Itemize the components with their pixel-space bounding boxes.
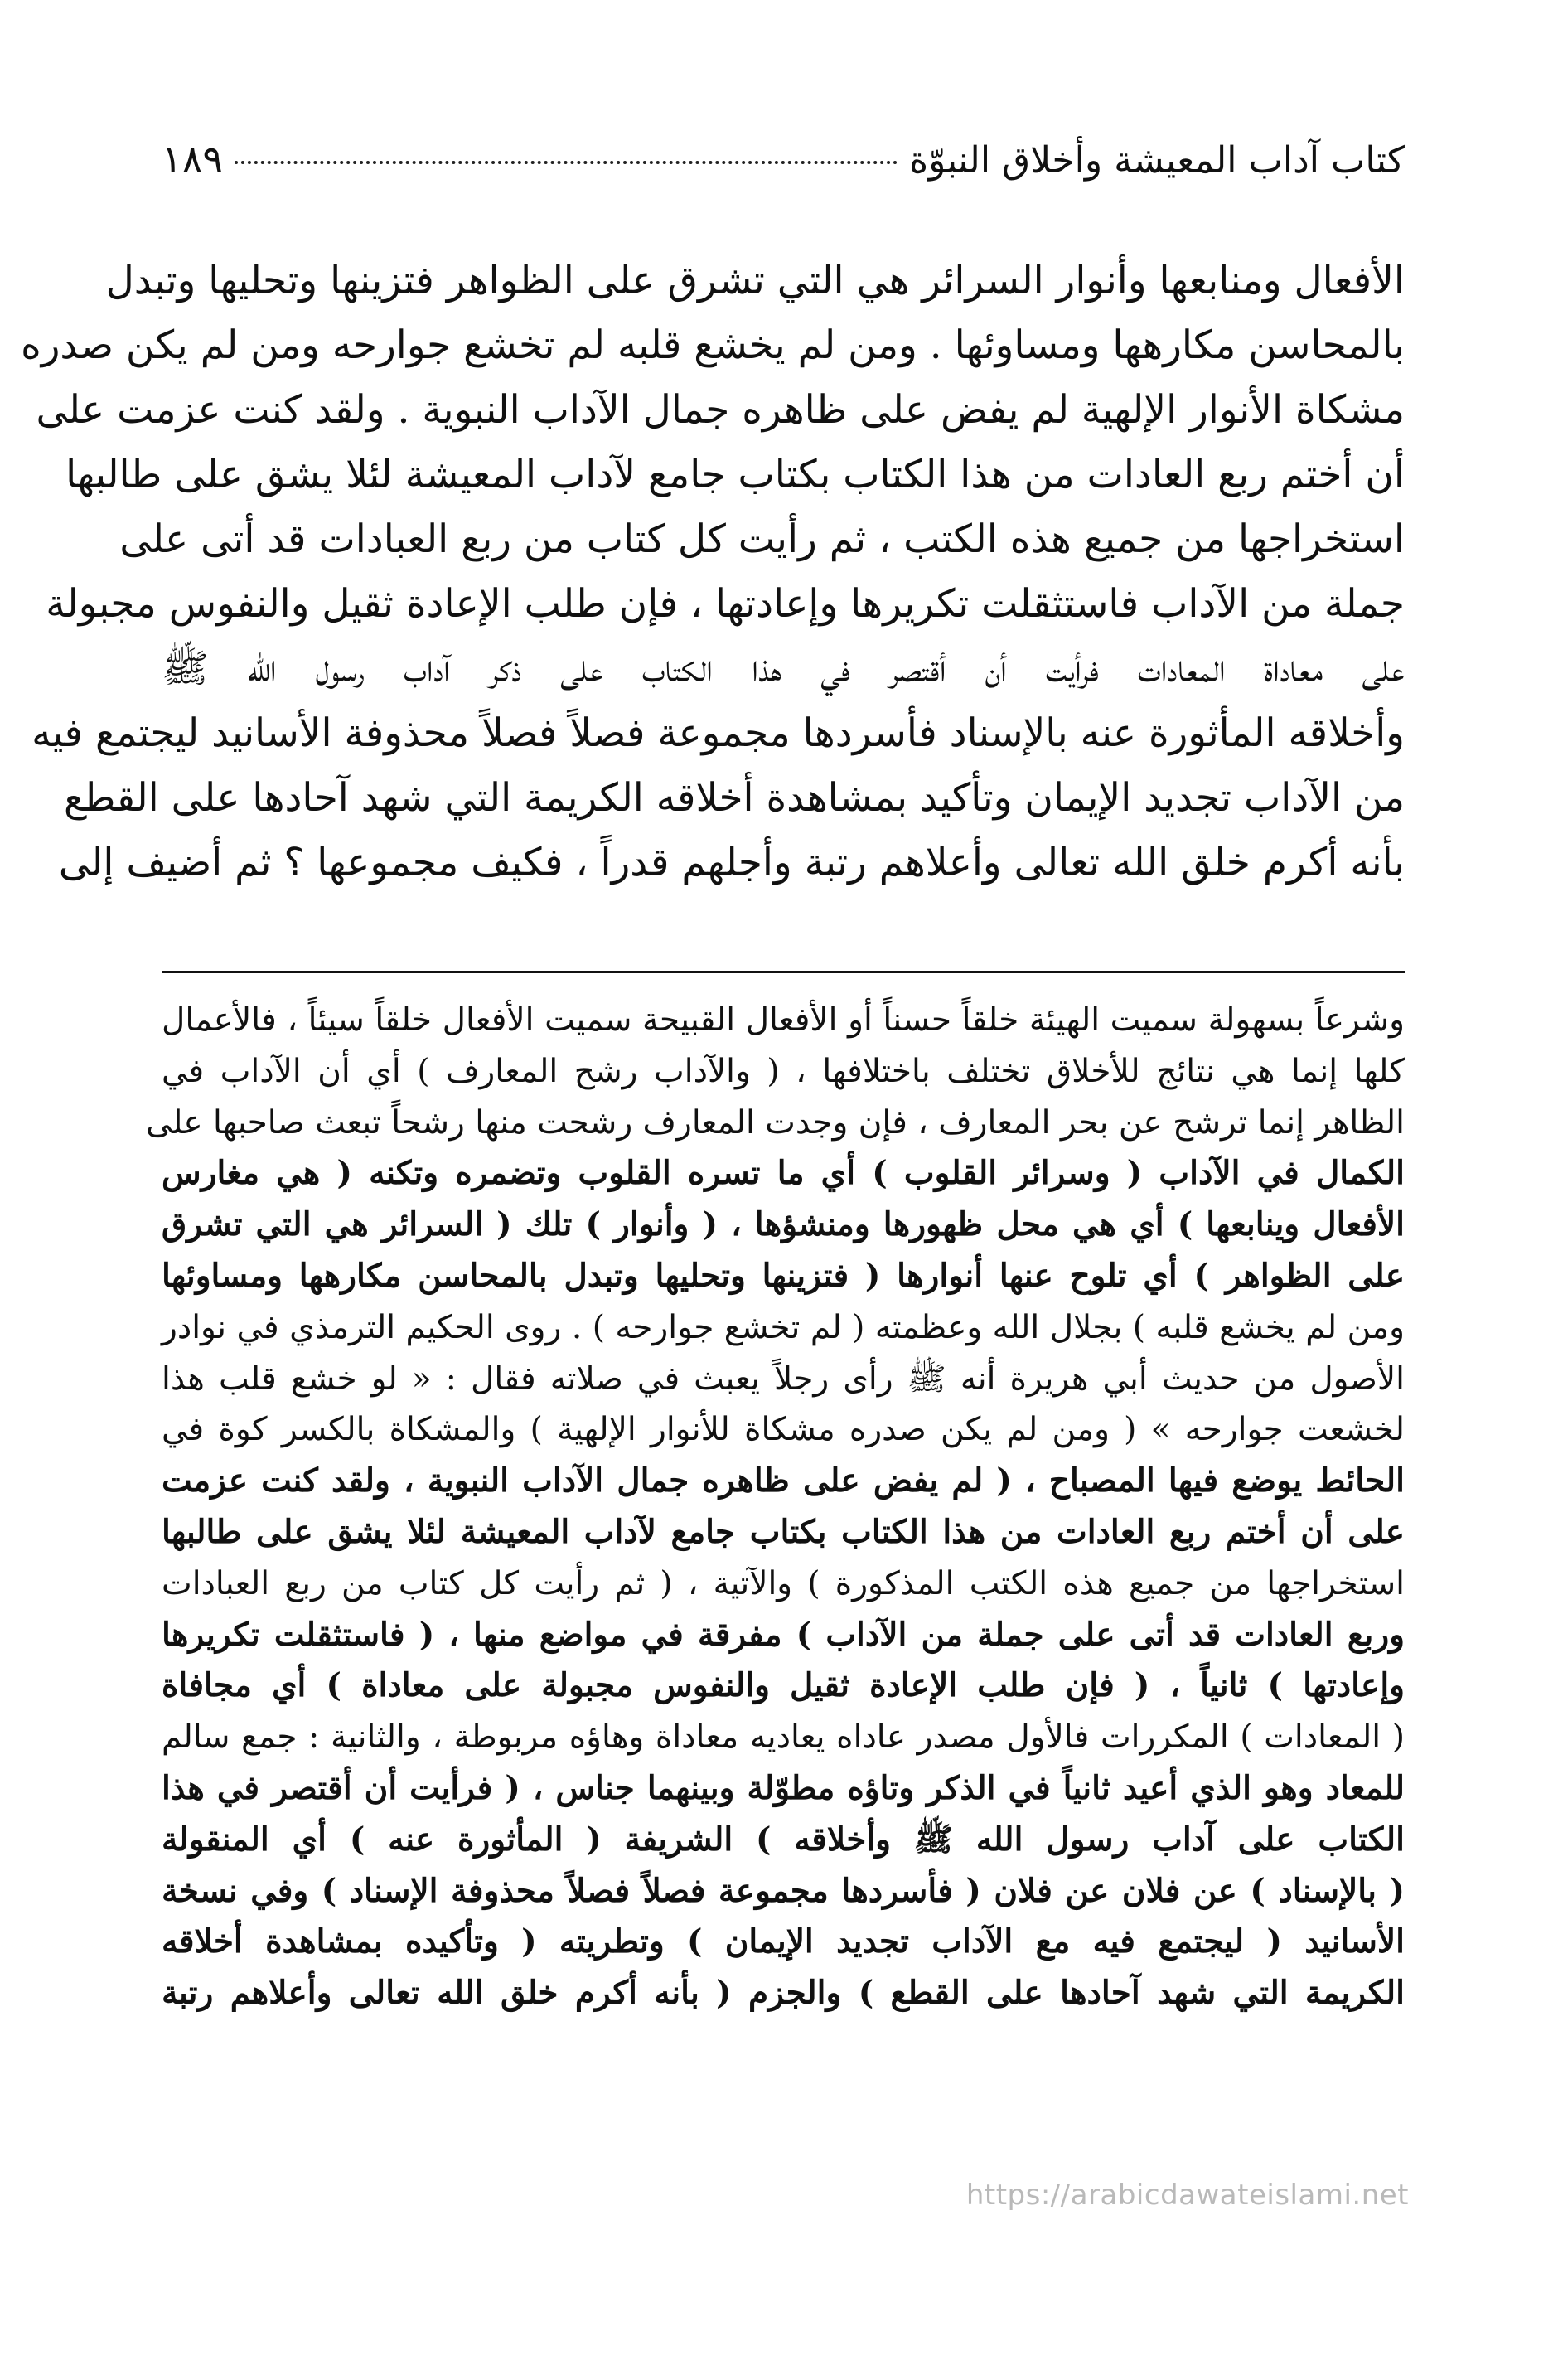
footnote-divider — [162, 971, 1405, 973]
footnote-line: الظاهر إنما ترشح عن بحر المعارف ، فإن وجدت المعارف رشحت منها رشحاً تبعث صاحبها على — [145, 1103, 1405, 1142]
main-text-line: وأخلاقه المأثورة عنه بالإسناد فأسردها مجموعة فصلاً فصلاً محذوفة الأسانيد ليجتمع فيه — [31, 710, 1405, 756]
footnote-line: ( بالإسناد ) عن فلان عن فلان ( فأسردها مجموعة فصلاً فصلاً محذوفة الإسناد ) وفي نسخة — [162, 1871, 1405, 1910]
main-body-text — [21, 249, 1405, 895]
main-text-line: بأنه أكرم خلق الله تعالى وأعلاهم رتبة وأجلهم قدراً ، فكيف مجموعها ؟ ثم أضيف إلى — [58, 840, 1405, 885]
footnote-line: ( المعادات ) المكررات فالأول مصدر عاداه يعاديه معاداة وهاؤه مربوطة ، والثانية : جمع سالم — [162, 1718, 1405, 1757]
footnote-line: كلها إنما هي نتائج للأخلاق تختلف باختلافها ، ( والآداب رشح المعارف ) أي أن الآداب في — [162, 1052, 1405, 1090]
commentary-footnote — [145, 995, 1405, 2019]
main-text-line: من الآداب تجديد الإيمان وتأكيد بمشاهدة أخلاقه الكريمة التي شهد آحادها على القطع — [64, 775, 1405, 821]
footnote-line: الأسانيد ( ليجتمع فيه مع الآداب تجديد الإيمان ) وتطريته ( وتأكيده بمشاهدة أخلاقه — [162, 1922, 1405, 1961]
main-text-line: أن أختم ربع العادات من هذا الكتاب بكتاب جامع لآداب المعيشة لئلا يشق على طالبها — [65, 452, 1405, 497]
footnote-line: وشرعاً بسهولة سميت الهيئة خلقاً حسناً أو الأفعال القبيحة سميت الأفعال خلقاً سيئاً ، فالأعمال — [162, 1001, 1405, 1039]
website-watermark: https://arabicdawateislami.net — [965, 2179, 1409, 2212]
main-text-line: استخراجها من جميع هذه الكتب ، ثم رأيت كل كتاب من ربع العبادات قد أتى على — [119, 516, 1405, 562]
main-text-line: مشكاة الأنوار الإلهية لم يفض على ظاهره جمال الآداب النبوية . ولقد كنت عزمت على — [36, 387, 1405, 433]
footnote-line: الأفعال وينابعها ) أي هي محل ظهورها ومنشؤها ، ( وأنوار ) تلك ( السرائر هي التي تشرق — [162, 1205, 1405, 1244]
page-number: ١٨٩ — [162, 137, 224, 182]
footnote-line: على الظواهر ) أي تلوح عنها أنوارها ( فتزينها وتحليها وتبدل بالمحاسن مكارهها ومساوئها — [162, 1256, 1405, 1295]
footnote-line: على أن أختم ربع العادات من هذا الكتاب بكتاب جامع لآداب المعيشة لئلا يشق على طالبها — [162, 1512, 1405, 1551]
main-text-line: الأفعال ومنابعها وأنوار السرائر هي التي تشرق على الظواهر فتزينها وتحليها وتبدل — [105, 258, 1405, 303]
footnote-line: الكمال في الآداب ( وسرائر القلوب ) أي ما تسره القلوب وتضمره وتكنه ( هي مغارس — [162, 1154, 1405, 1193]
footnote-line: الكتاب على آداب رسول الله ﷺ وأخلاقه ) الشريفة ( المأثورة عنه ) أي المنقولة — [162, 1820, 1405, 1859]
footnote-line: الأصول من حديث أبي هريرة أنه ﷺ رأى رجلاً يعبث في صلاته فقال : « لو خشع قلب هذا — [162, 1360, 1405, 1398]
main-text-line: بالمحاسن مكارهها ومساوئها . ومن لم يخشع قلبه لم تخشع جوارحه ومن لم يكن صدره — [21, 322, 1405, 368]
header-title: كتاب آداب المعيشة وأخلاق النبوّة — [909, 139, 1405, 182]
footnote-line: وإعادتها ) ثانياً ، ( فإن طلب الإعادة ثقيل والنفوس مجبولة على معاداة ) أي مجافاة — [162, 1666, 1405, 1705]
footnote-line: ومن لم يخشع قلبه ) بجلال الله وعظمته ( لم تخشع جوارحه ) . روى الحكيم الترمذي في نوادر — [162, 1308, 1405, 1346]
footnote-line: الحائط يوضع فيها المصباح ، ( لم يفض على ظاهره جمال الآداب النبوية ، ولقد كنت عزمت — [162, 1461, 1405, 1500]
running-header — [162, 137, 1405, 195]
footnote-line: للمعاد وهو الذي أعيد ثانياً في الذكر وتاؤه مطوّلة وبينهما جناس ، ( فرأيت أن أقتصر في هذا — [162, 1768, 1405, 1807]
main-text-line: جملة من الآداب فاستثقلت تكريرها وإعادتها ، فإن طلب الإعادة ثقيل والنفوس مجبولة — [46, 581, 1405, 627]
footnote-line: لخشعت جوارحه » ( ومن لم يكن صدره مشكاة للأنوار الإلهية ) والمشكاة بالكسر كوة في — [162, 1411, 1405, 1449]
footnote-line: وربع العادات قد أتى على جملة من الآداب ) مفرقة في مواضع منها ، ( فاستثقلت تكريرها — [162, 1615, 1405, 1654]
header-dot-leader — [235, 161, 898, 164]
main-text-line: على معاداة المعادات فرأيت أن أقتصر في هذا الكتاب على ذكر آداب رسول الله ﷺ — [162, 646, 1405, 691]
footnote-line: الكريمة التي شهد آحادها على القطع ) والجزم ( بأنه أكرم خلق الله تعالى وأعلاهم رتبة — [162, 1974, 1405, 2013]
footnote-line: استخراجها من جميع هذه الكتب المذكورة ) والآتية ، ( ثم رأيت كل كتاب من ربع العبادات — [162, 1564, 1405, 1602]
